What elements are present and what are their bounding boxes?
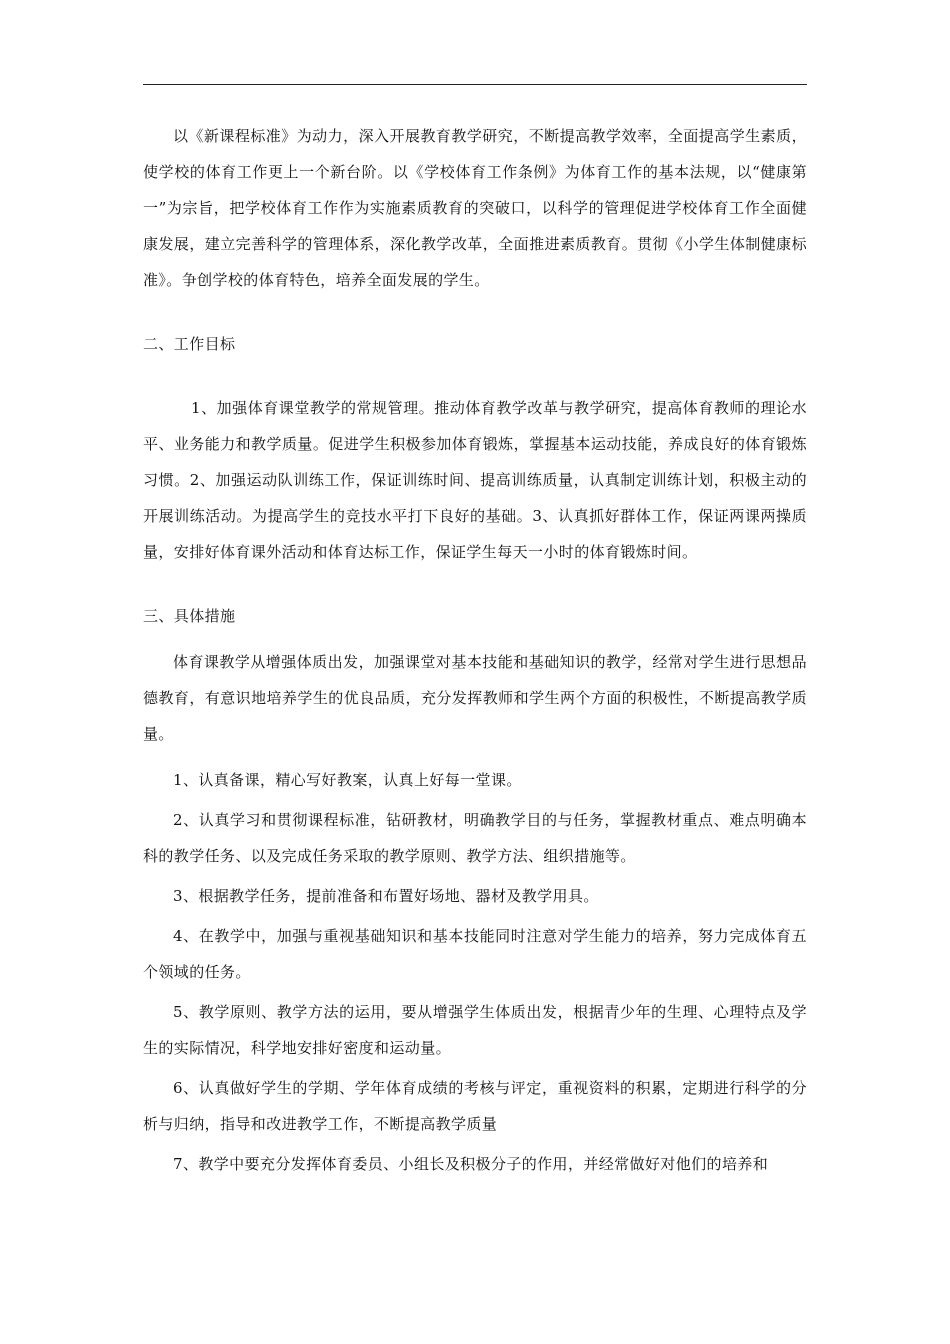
measure-item: 4、在教学中，加强与重视基础知识和基本技能同时注意对学生能力的培养，努力完成体育五个领域的任务。 [143,927,807,981]
section-heading-goals: 二、工作目标 [143,335,236,353]
intro-paragraph: 以《新课程标准》为动力，深入开展教育教学研究，不断提高教学效率，全面提高学生素质，使学校的体育工作更上一个新台阶。以《学校体育工作条例》为体育工作的基本法规，以“健康第一”为宗旨，把学校体育工作作为实施素质教育的突破口，以科学的管理促进学校体育工作全面健康发展，建立完善科学的管理体系，深化教学改革，全面推进素质教育。贯彻《小学生体制健康标准》。争创学校的体育特色，培养全面发展的学生。 [143,127,807,289]
measure-item: 3、根据教学任务，提前准备和布置好场地、器材及教学用具。 [173,887,599,905]
section-heading-measures: 三、具体措施 [143,607,236,625]
measure-item: 7、教学中要充分发挥体育委员、小组长及积极分子的作用，并经常做好对他们的培养和 [173,1155,769,1173]
measure-item: 1、认真备课，精心写好教案，认真上好每一堂课。 [173,771,522,789]
measures-intro: 体育课教学从增强体质出发，加强课堂对基本技能和基础知识的教学，经常对学生进行思想品德教育，有意识地培养学生的优良品质，充分发挥教师和学生两个方面的积极性，不断提高教学质量。 [143,653,807,743]
measure-item: 6、认真做好学生的学期、学年体育成绩的考核与评定，重视资料的积累，定期进行科学的分析与归纳，指导和改进教学工作，不断提高教学质量 [143,1079,807,1133]
goals-paragraph: 1、加强体育课堂教学的常规管理。推动体育教学改革与教学研究，提高体育教师的理论水平、业务能力和教学质量。促进学生积极参加体育锻炼，掌握基本运动技能，养成良好的体育锻炼习惯。2、加强运动队训练工作，保证训练时间、提高训练质量，认真制定训练计划，积极主动的开展训练活动。为提高学生的竞技水平打下良好的基础。3、认真抓好群体工作，保证两课两操质量，安排好体育课外活动和体育达标工作，保证学生每天一小时的体育锻炼时间。 [143,399,807,561]
measure-item: 2、认真学习和贯彻课程标准，钻研教材，明确教学目的与任务，掌握教材重点、难点明确本科的教学任务、以及完成任务采取的教学原则、教学方法、组织措施等。 [143,811,807,865]
header-rule [143,84,807,85]
measure-item: 5、教学原则、教学方法的运用，要从增强学生体质出发，根据青少年的生理、心理特点及学生的实际情况，科学地安排好密度和运动量。 [143,1003,807,1057]
document-body [143,118,807,1182]
